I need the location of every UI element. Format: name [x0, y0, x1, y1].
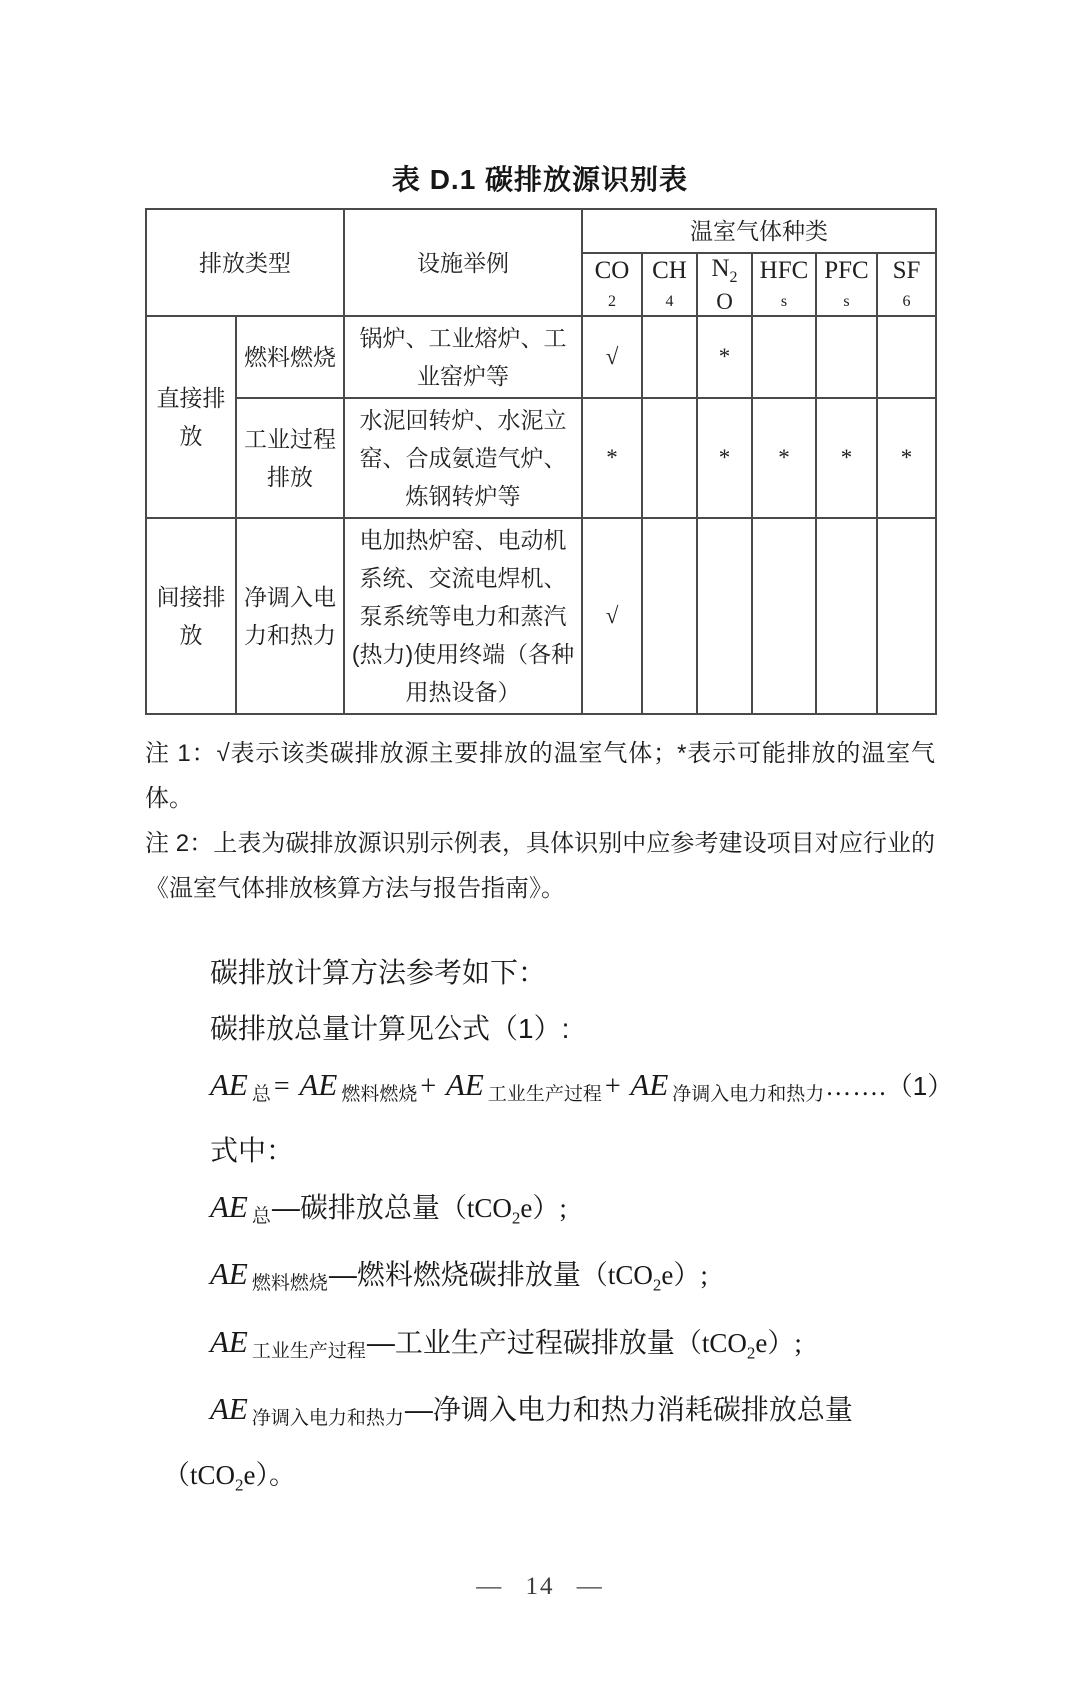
- mark-cell: [877, 518, 936, 714]
- mark-cell: [816, 518, 877, 714]
- definition-fuel: AE 燃料燃烧—燃料燃烧碳排放量（tCO$_2$e）;: [210, 1256, 708, 1295]
- note-1: 注 1：√表示该类碳排放源主要排放的温室气体；*表示可能排放的温室气体。: [145, 740, 935, 812]
- unit-tco2e: （tCO$_2$e）。: [163, 1460, 296, 1495]
- mark-cell: [877, 316, 936, 398]
- table-title: 表 D.1 碳排放源识别表: [391, 164, 689, 195]
- header-gas-ch4: CH 4: [642, 253, 697, 316]
- table-row: [146, 518, 936, 714]
- unit-tco2e: （tCO$_2$e）: [439, 1193, 560, 1228]
- definition-total: AE 总—碳排放总量（tCO$_2$e）;: [210, 1189, 567, 1228]
- header-gas-group: 温室气体种类: [582, 209, 936, 253]
- em-dash: —: [404, 1394, 433, 1426]
- final-unit-line: [145, 1457, 935, 1502]
- mark-cell: *: [697, 316, 752, 398]
- cell-facilities-industrial-process: 水泥回转炉、水泥立窑、合成氨造气炉、炼钢转炉等: [344, 398, 582, 518]
- header-emission-type: 排放类型: [146, 209, 344, 316]
- mark-cell: *: [877, 398, 936, 518]
- cell-subcategory-fuel-combustion: 燃料燃烧: [236, 316, 344, 398]
- para-formula-intro: 碳排放总量计算见公式（1）:: [210, 1013, 570, 1044]
- header-gas-sf6: SF 6: [877, 253, 936, 316]
- equation-number: （1）: [886, 1071, 954, 1101]
- cell-facilities-fuel-combustion: 锅炉、工业熔炉、工业窑炉等: [344, 316, 582, 398]
- cell-facilities-net-electricity-heat: 电加热炉窑、电动机系统、交流电焊机、泵系统等电力和蒸汽(热力)使用终端（各种用热设备）: [344, 518, 582, 714]
- header-gas-n2o: $N_2$ O: [697, 253, 752, 316]
- dot-leader: …….: [825, 1072, 887, 1101]
- cell-subcategory-industrial-process: 工业过程排放: [236, 398, 344, 518]
- mark-cell: [752, 518, 816, 714]
- unit-tco2e: （tCO$_2$e）: [580, 1260, 701, 1295]
- document-page: [0, 158, 1080, 1685]
- emission-source-table: [145, 208, 937, 715]
- header-gas-hfcs: HFC s: [752, 253, 816, 316]
- calculation-section: [145, 955, 954, 1503]
- plus-sign: +: [420, 1071, 437, 1102]
- cell-category-indirect: 间接排放: [146, 518, 236, 714]
- mark-cell: [642, 518, 697, 714]
- cell-subcategory-net-electricity-heat: 净调入电力和热力: [236, 518, 344, 714]
- formula-1: AE 总 = AE 燃料燃烧 + AE 工业生产过程 + AE 净调入电力和热力…….（1）: [210, 1067, 954, 1105]
- mark-cell: [697, 518, 752, 714]
- where-label: 式中：: [210, 1135, 295, 1166]
- definition-process: AE 工业生产过程—工业生产过程碳排放量（tCO$_2$e）;: [210, 1323, 802, 1363]
- equals-sign: =: [273, 1071, 290, 1102]
- page-content: [0, 158, 1080, 1503]
- plus-sign: +: [604, 1071, 621, 1102]
- formula-term-net-power: AE: [630, 1067, 669, 1102]
- cell-category-direct: 直接排放: [146, 316, 236, 518]
- mark-cell: [642, 316, 697, 398]
- em-dash: —: [271, 1192, 300, 1223]
- para-method-intro: 碳排放计算方法参考如下：: [210, 957, 547, 988]
- mark-cell: √: [582, 518, 642, 714]
- note-2: 注 2：上表为碳排放源识别示例表，具体识别中应参考建设项目对应行业的《温室气体排放核算方法与报告指南》。: [145, 830, 935, 902]
- mark-cell: [816, 316, 877, 398]
- mark-cell: *: [697, 398, 752, 518]
- page-number: — 14 —: [476, 1572, 604, 1600]
- mark-cell: *: [816, 398, 877, 518]
- formula-term-total: AE: [210, 1067, 248, 1102]
- table-notes: [145, 731, 935, 911]
- header-gas-pfcs: PFC s: [816, 253, 877, 316]
- formula-term-fuel: AE: [299, 1067, 338, 1102]
- mark-cell: *: [582, 398, 642, 518]
- header-facility-examples: 设施举例: [344, 209, 582, 316]
- mark-cell: *: [752, 398, 816, 518]
- header-gas-co2: CO 2: [582, 253, 642, 316]
- formula-term-process: AE: [445, 1067, 484, 1102]
- unit-tco2e: （tCO$_2$e）: [674, 1327, 795, 1363]
- mark-cell: [752, 316, 816, 398]
- mark-cell: √: [582, 316, 642, 398]
- table-row: [146, 316, 936, 398]
- mark-cell: [642, 398, 697, 518]
- table-row: [146, 398, 936, 518]
- definition-net-power: AE 净调入电力和热力—净调入电力和热力消耗碳排放总量: [210, 1391, 853, 1430]
- em-dash: —: [328, 1259, 357, 1291]
- em-dash: —: [366, 1326, 395, 1358]
